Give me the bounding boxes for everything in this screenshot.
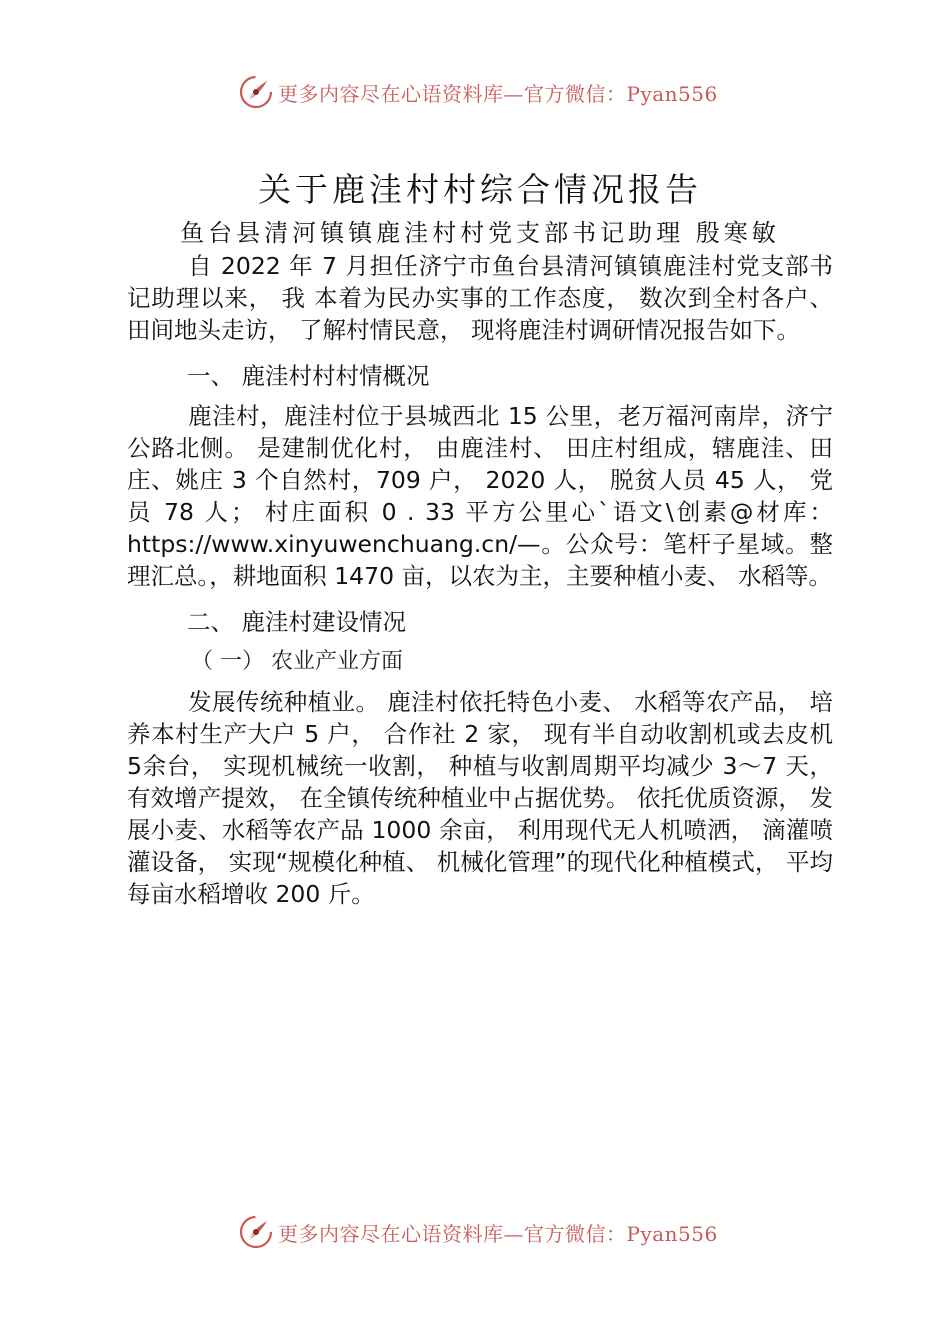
watermark-footer (238, 1212, 758, 1252)
intro-paragraph: 自 2022 年 7 月担任济宁市鱼台县清河镇镇鹿洼村党支部书记助理以来， 我 本着为民办实事的工作态度， 数次到全村各户、 田间地头走访， 了解村情民意， 现将鹿洼村调研情况报告如下。 (127, 252, 833, 344)
document-author: 鱼台县清河镇镇鹿洼村村党支部书记助理 殷寒敏 (180, 219, 780, 247)
subsection-1-heading: （ 一） 农业产业方面 (191, 649, 403, 674)
document-body (127, 168, 833, 910)
watermark-text: 更多内容尽在心语资料库—官方微信：Pyan556 (278, 1221, 718, 1246)
section-2-heading: 二、 鹿洼村建设情况 (187, 608, 406, 636)
feather-pen-icon (238, 1214, 274, 1250)
watermark-header (238, 72, 758, 112)
watermark-text: 更多内容尽在心语资料库—官方微信：Pyan556 (278, 81, 718, 106)
document-title: 关于鹿洼村村综合情况报告 (258, 170, 702, 209)
section-1-paragraph: 鹿洼村，鹿洼村位于县城西北 15 公里，老万福河南岸，济宁公路北侧。 是建制优化村， 由鹿洼村、 田庄村组成，辖鹿洼、田庄、姚庄 3 个自然村，709 户， 2020 人， 脱贫人员 45 人， 党员 78 人； 村庄面积 0 . 33 平方公里心`语文\创素@材库：https://www.xinyuwenchuang.cn/—。公众号：笔杆子星域。整理汇总。，耕地面积 1470 亩，以农为主，主要种植小麦、 水稻等。 (127, 402, 833, 590)
subsection-1-paragraph: 发展传统种植业。 鹿洼村依托特色小麦、 水稻等农产品， 培养本村生产大户 5 户， 合作社 2 家， 现有半自动收割机或去皮机 5余台， 实现机械统一收割， 种植与收割周期平均减少 3～7 天， 有效增产提效， 在全镇传统种植业中占据优势。 依托优质资源， 发展小麦、水稻等农产品 1000 余亩， 利用现代无人机喷洒， 滴灌喷灌设备， 实现“规模化种植、 机械化管理”的现代化种植模式， 平均每亩水稻增收 200 斤。 (127, 688, 833, 908)
feather-pen-icon (238, 74, 274, 110)
section-1-heading: 一、 鹿洼村村村情概况 (187, 362, 430, 390)
